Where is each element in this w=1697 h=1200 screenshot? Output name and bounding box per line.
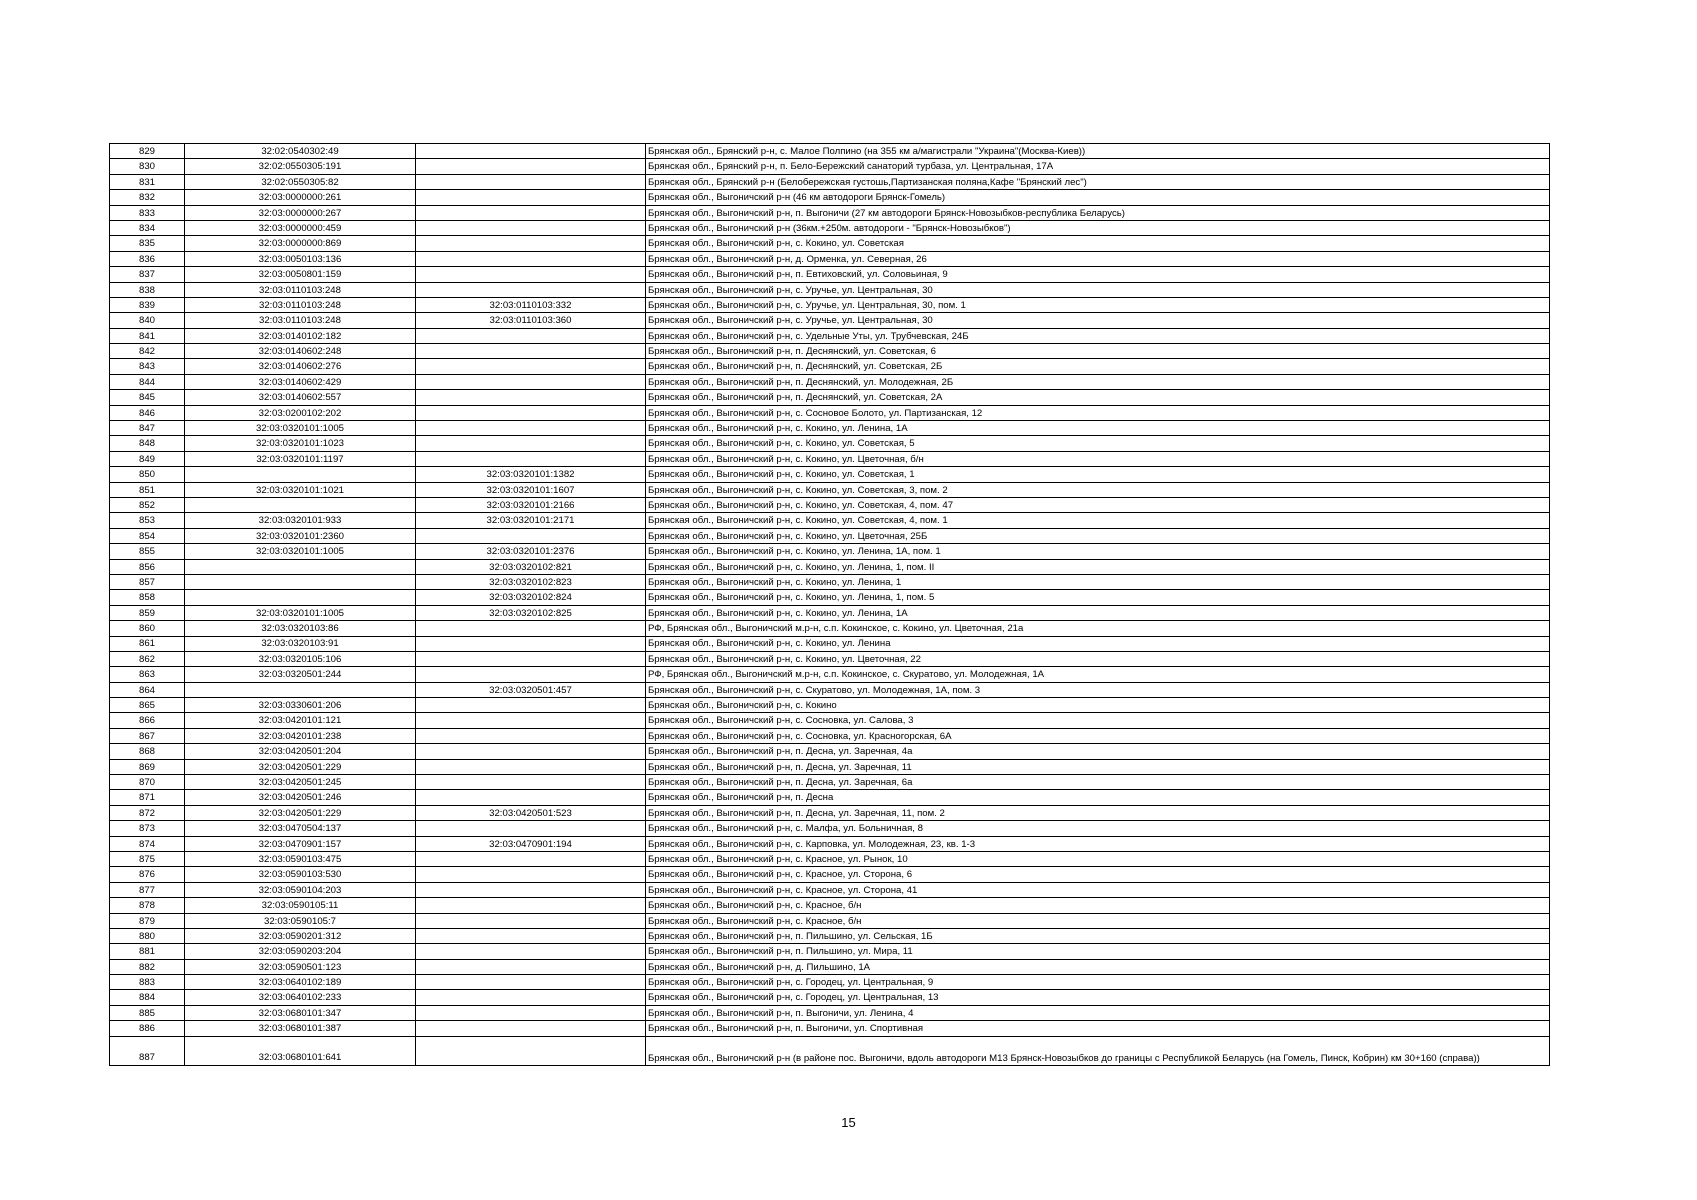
address-cell: РФ, Брянская обл., Выгоничский м.р-н, с.п. Кокинское, с. Скуратово, ул. Молодежная, 1А: [646, 667, 1550, 682]
row-number-cell: 832: [110, 190, 185, 205]
cadastral-number-cell: 32:03:0320103:86: [185, 621, 416, 636]
table-row: [110, 421, 1550, 436]
room-cadastral-number-cell: 32:03:0320501:457: [416, 682, 646, 697]
cadastral-number-cell: [185, 467, 416, 482]
row-number-cell: 834: [110, 220, 185, 235]
address-cell: Брянская обл., Выгоничский р-н, п. Пильшино, ул. Сельская, 1Б: [646, 928, 1550, 943]
address-cell: Брянская обл., Выгоничский р-н, с. Красное, ул. Сторона, 41: [646, 882, 1550, 897]
cadastral-number-cell: 32:03:0420501:229: [185, 805, 416, 820]
room-cadastral-number-cell: 32:03:0470901:194: [416, 836, 646, 851]
address-cell: РФ, Брянская обл., Выгоничский м.р-н, с.п. Кокинское, с. Кокино, ул. Цветочная, 21а: [646, 621, 1550, 636]
address-cell: Брянская обл., Выгоничский р-н, п. Выгоничи, ул. Спортивная: [646, 1021, 1550, 1036]
address-cell: Брянская обл., Выгоничский р-н, с. Кокино, ул. Ленина, 1: [646, 574, 1550, 589]
row-number-cell: 833: [110, 205, 185, 220]
table-row: [110, 928, 1550, 943]
address-cell: Брянская обл., Выгоничский р-н, п. Выгоничи, ул. Ленина, 4: [646, 1005, 1550, 1020]
cadastral-number-cell: 32:03:0320105:106: [185, 651, 416, 666]
cadastral-number-cell: 32:03:0590105:11: [185, 898, 416, 913]
room-cadastral-number-cell: [416, 390, 646, 405]
address-cell: Брянская обл., Брянский р-н, с. Малое Полпино (на 355 км а/магистрали "Украина"(Москва-Киев)): [646, 144, 1550, 159]
room-cadastral-number-cell: [416, 882, 646, 897]
address-cell: Брянская обл., Выгоничский р-н, д. Орменка, ул. Северная, 26: [646, 251, 1550, 266]
address-cell: Брянская обл., Выгоничский р-н, с. Кокино, ул. Ленина: [646, 636, 1550, 651]
row-number-cell: 875: [110, 851, 185, 866]
cadastral-number-cell: 32:02:0540302:49: [185, 144, 416, 159]
cadastral-number-cell: 32:03:0470901:157: [185, 836, 416, 851]
table-row: [110, 405, 1550, 420]
address-cell: Брянская обл., Выгоничский р-н, п. Десна, ул. Заречная, 6а: [646, 775, 1550, 790]
table-row: [110, 251, 1550, 266]
cadastral-number-cell: 32:03:0320101:933: [185, 513, 416, 528]
address-cell: Брянская обл., Брянский р-н (Белобережская густошь,Партизанская поляна,Кафе "Брянский лес"): [646, 174, 1550, 189]
room-cadastral-number-cell: [416, 528, 646, 543]
address-cell: Брянская обл., Выгоничский р-н, с. Городец, ул. Центральная, 9: [646, 975, 1550, 990]
address-cell: Брянская обл., Выгоничский р-н, п. Деснянский, ул. Советская, 6: [646, 344, 1550, 359]
room-cadastral-number-cell: [416, 205, 646, 220]
row-number-cell: 847: [110, 421, 185, 436]
room-cadastral-number-cell: [416, 651, 646, 666]
address-cell: Брянская обл., Выгоничский р-н, п. Десна, ул. Заречная, 11: [646, 759, 1550, 774]
table-row: [110, 959, 1550, 974]
table-row: [110, 698, 1550, 713]
table-row: [110, 467, 1550, 482]
cadastral-number-cell: 32:03:0000000:267: [185, 205, 416, 220]
room-cadastral-number-cell: 32:03:0320102:824: [416, 590, 646, 605]
address-cell: Брянская обл., Выгоничский р-н, п. Десна: [646, 790, 1550, 805]
cadastral-number-cell: 32:03:0640102:189: [185, 975, 416, 990]
address-cell: Брянская обл., Выгоничский р-н, с. Кокино, ул. Ленина, 1А: [646, 421, 1550, 436]
address-cell: Брянская обл., Выгоничский р-н, с. Кокино: [646, 698, 1550, 713]
row-number-cell: 843: [110, 359, 185, 374]
address-cell: Брянская обл., Выгоничский р-н, с. Кокино, ул. Цветочная, 22: [646, 651, 1550, 666]
address-cell: Брянская обл., Выгоничский р-н, с. Кокино, ул. Ленина, 1А, пом. 1: [646, 544, 1550, 559]
cadastral-number-cell: 32:03:0590103:530: [185, 867, 416, 882]
room-cadastral-number-cell: [416, 867, 646, 882]
row-number-cell: 839: [110, 297, 185, 312]
cadastral-number-cell: 32:03:0590201:312: [185, 928, 416, 943]
table-row: [110, 790, 1550, 805]
cadastral-number-cell: [185, 574, 416, 589]
cadastral-number-cell: 32:03:0320101:1197: [185, 451, 416, 466]
room-cadastral-number-cell: [416, 975, 646, 990]
address-cell: Брянская обл., Выгоничский р-н, п. Десна, ул. Заречная, 11, пом. 2: [646, 805, 1550, 820]
address-cell: Брянская обл., Выгоничский р-н, с. Кокино, ул. Ленина, 1, пом. 5: [646, 590, 1550, 605]
room-cadastral-number-cell: [416, 821, 646, 836]
row-number-cell: 862: [110, 651, 185, 666]
room-cadastral-number-cell: [416, 159, 646, 174]
row-number-cell: 830: [110, 159, 185, 174]
row-number-cell: 870: [110, 775, 185, 790]
row-number-cell: 864: [110, 682, 185, 697]
table-row: [110, 1005, 1550, 1020]
room-cadastral-number-cell: 32:03:0320102:825: [416, 605, 646, 620]
address-cell: Брянская обл., Выгоничский р-н, д. Пильшино, 1А: [646, 959, 1550, 974]
table-row: [110, 297, 1550, 312]
table-row: [110, 390, 1550, 405]
address-cell: Брянская обл., Выгоничский р-н (36км.+250м. автодороги - "Брянск-Новозыбков"): [646, 220, 1550, 235]
table-row: [110, 497, 1550, 512]
row-number-cell: 869: [110, 759, 185, 774]
address-cell: Брянская обл., Выгоничский р-н, с. Кокино, ул. Советская, 4, пом. 47: [646, 497, 1550, 512]
cadastral-number-cell: 32:03:0110103:248: [185, 297, 416, 312]
table-row: [110, 821, 1550, 836]
row-number-cell: 873: [110, 821, 185, 836]
row-number-cell: 879: [110, 913, 185, 928]
table-row: [110, 205, 1550, 220]
room-cadastral-number-cell: 32:03:0110103:360: [416, 313, 646, 328]
row-number-cell: 861: [110, 636, 185, 651]
room-cadastral-number-cell: [416, 267, 646, 282]
cadastral-number-cell: 32:03:0420501:229: [185, 759, 416, 774]
room-cadastral-number-cell: [416, 1005, 646, 1020]
table-row: [110, 1021, 1550, 1036]
row-number-cell: 865: [110, 698, 185, 713]
row-number-cell: 886: [110, 1021, 185, 1036]
row-number-cell: 854: [110, 528, 185, 543]
row-number-cell: 858: [110, 590, 185, 605]
row-number-cell: 878: [110, 898, 185, 913]
row-number-cell: 844: [110, 374, 185, 389]
table-row: [110, 544, 1550, 559]
row-number-cell: 856: [110, 559, 185, 574]
table-row: [110, 651, 1550, 666]
table-row: [110, 451, 1550, 466]
table-row: [110, 359, 1550, 374]
address-cell: Брянская обл., Выгоничский р-н, с. Кокино, ул. Цветочная, 25Б: [646, 528, 1550, 543]
cadastral-number-cell: 32:03:0140602:557: [185, 390, 416, 405]
room-cadastral-number-cell: [416, 282, 646, 297]
address-cell: Брянская обл., Выгоничский р-н, с. Кокино, ул. Цветочная, б/н: [646, 451, 1550, 466]
address-cell: Брянская обл., Выгоничский р-н, с. Кокино, ул. Советская: [646, 236, 1550, 251]
cadastral-number-cell: 32:03:0140602:276: [185, 359, 416, 374]
cadastral-number-cell: 32:03:0320101:1005: [185, 544, 416, 559]
cadastral-number-cell: 32:03:0420501:246: [185, 790, 416, 805]
row-number-cell: 837: [110, 267, 185, 282]
page-number: 15: [841, 1115, 856, 1130]
room-cadastral-number-cell: [416, 851, 646, 866]
row-number-cell: 852: [110, 497, 185, 512]
address-cell: Брянская обл., Выгоничский р-н, п. Выгоничи (27 км автодороги Брянск-Новозыбков-республика Беларусь): [646, 205, 1550, 220]
room-cadastral-number-cell: [416, 436, 646, 451]
row-number-cell: 853: [110, 513, 185, 528]
room-cadastral-number-cell: [416, 898, 646, 913]
row-number-cell: 863: [110, 667, 185, 682]
row-number-cell: 849: [110, 451, 185, 466]
cadastral-number-cell: 32:03:0320501:244: [185, 667, 416, 682]
address-cell: Брянская обл., Выгоничский р-н, п. Деснянский, ул. Советская, 2Б: [646, 359, 1550, 374]
room-cadastral-number-cell: [416, 1021, 646, 1036]
cadastral-number-cell: 32:03:0680101:347: [185, 1005, 416, 1020]
room-cadastral-number-cell: [416, 928, 646, 943]
room-cadastral-number-cell: [416, 959, 646, 974]
table-row: [110, 775, 1550, 790]
row-number-cell: 842: [110, 344, 185, 359]
room-cadastral-number-cell: [416, 667, 646, 682]
room-cadastral-number-cell: [416, 744, 646, 759]
table-row: [110, 374, 1550, 389]
cadastral-number-cell: 32:03:0420101:238: [185, 728, 416, 743]
cadastral-number-cell: 32:03:0140602:248: [185, 344, 416, 359]
cadastral-number-cell: 32:02:0550305:191: [185, 159, 416, 174]
document-table: [109, 143, 1550, 1066]
row-number-cell: 845: [110, 390, 185, 405]
address-cell: Брянская обл., Выгоничский р-н, с. Уручье, ул. Центральная, 30: [646, 282, 1550, 297]
room-cadastral-number-cell: [416, 174, 646, 189]
room-cadastral-number-cell: [416, 1036, 646, 1065]
table-row: [110, 867, 1550, 882]
table-row: [110, 174, 1550, 189]
room-cadastral-number-cell: [416, 790, 646, 805]
cadastral-number-cell: 32:03:0320101:2360: [185, 528, 416, 543]
table-row: [110, 882, 1550, 897]
row-number-cell: 885: [110, 1005, 185, 1020]
row-number-cell: 846: [110, 405, 185, 420]
room-cadastral-number-cell: [416, 344, 646, 359]
row-number-cell: 841: [110, 328, 185, 343]
cadastral-number-cell: 32:03:0680101:387: [185, 1021, 416, 1036]
room-cadastral-number-cell: [416, 359, 646, 374]
room-cadastral-number-cell: [416, 405, 646, 420]
address-cell: Брянская обл., Выгоничский р-н (в районе пос. Выгоничи, вдоль автодороги М13 Брянск-Новозыбков до границы с Республикой Беларусь (на Гомель, Пинск, Кобрин) км 30+160 (справа)): [646, 1036, 1550, 1065]
address-cell: Брянская обл., Выгоничский р-н, с. Красное, ул. Сторона, 6: [646, 867, 1550, 882]
room-cadastral-number-cell: [416, 728, 646, 743]
room-cadastral-number-cell: [416, 328, 646, 343]
table-row: [110, 344, 1550, 359]
row-number-cell: 848: [110, 436, 185, 451]
room-cadastral-number-cell: [416, 421, 646, 436]
cadastral-number-cell: 32:03:0330601:206: [185, 698, 416, 713]
cadastral-number-cell: 32:03:0320101:1023: [185, 436, 416, 451]
room-cadastral-number-cell: [416, 698, 646, 713]
table-row: [110, 1036, 1550, 1065]
table-row: [110, 682, 1550, 697]
table-row: [110, 944, 1550, 959]
cadastral-number-cell: 32:03:0000000:261: [185, 190, 416, 205]
room-cadastral-number-cell: 32:03:0320101:2166: [416, 497, 646, 512]
cadastral-number-cell: [185, 497, 416, 512]
row-number-cell: 836: [110, 251, 185, 266]
cadastral-number-cell: 32:03:0640102:233: [185, 990, 416, 1005]
cadastral-number-cell: 32:03:0110103:248: [185, 313, 416, 328]
table-row: [110, 267, 1550, 282]
row-number-cell: 835: [110, 236, 185, 251]
cadastral-number-cell: 32:03:0110103:248: [185, 282, 416, 297]
row-number-cell: 838: [110, 282, 185, 297]
room-cadastral-number-cell: [416, 990, 646, 1005]
row-number-cell: 882: [110, 959, 185, 974]
address-cell: Брянская обл., Выгоничский р-н, п. Пильшино, ул. Мира, 11: [646, 944, 1550, 959]
cadastral-number-cell: 32:03:0200102:202: [185, 405, 416, 420]
cadastral-number-cell: 32:03:0000000:869: [185, 236, 416, 251]
row-number-cell: 850: [110, 467, 185, 482]
address-cell: Брянская обл., Выгоничский р-н, с. Кокино, ул. Советская, 3, пом. 2: [646, 482, 1550, 497]
room-cadastral-number-cell: [416, 944, 646, 959]
row-number-cell: 876: [110, 867, 185, 882]
table-row: [110, 836, 1550, 851]
cadastral-number-cell: 32:03:0320103:91: [185, 636, 416, 651]
table-row: [110, 144, 1550, 159]
table-row: [110, 159, 1550, 174]
room-cadastral-number-cell: 32:03:0320102:821: [416, 559, 646, 574]
cadastral-number-cell: 32:03:0050801:159: [185, 267, 416, 282]
room-cadastral-number-cell: 32:03:0110103:332: [416, 297, 646, 312]
room-cadastral-number-cell: [416, 236, 646, 251]
table-row: [110, 559, 1550, 574]
row-number-cell: 867: [110, 728, 185, 743]
row-number-cell: 881: [110, 944, 185, 959]
cadastral-number-cell: 32:03:0590501:123: [185, 959, 416, 974]
table-row: [110, 528, 1550, 543]
cadastral-number-cell: 32:03:0420501:204: [185, 744, 416, 759]
cadastral-number-cell: 32:03:0590105:7: [185, 913, 416, 928]
address-cell: Брянская обл., Выгоничский р-н, с. Сосновка, ул. Красногорская, 6А: [646, 728, 1550, 743]
address-cell: Брянская обл., Выгоничский р-н, с. Красное, б/н: [646, 898, 1550, 913]
cadastral-number-cell: 32:03:0420501:245: [185, 775, 416, 790]
cadastral-number-cell: 32:03:0000000:459: [185, 220, 416, 235]
address-cell: Брянская обл., Выгоничский р-н, с. Уручье, ул. Центральная, 30, пом. 1: [646, 297, 1550, 312]
room-cadastral-number-cell: 32:03:0320101:2171: [416, 513, 646, 528]
cadastral-number-cell: [185, 682, 416, 697]
address-cell: Брянская обл., Брянский р-н, п. Бело-Бережский санаторий турбаза, ул. Центральная, 17А: [646, 159, 1550, 174]
table-row: [110, 713, 1550, 728]
cadastral-number-cell: 32:03:0320101:1005: [185, 421, 416, 436]
row-number-cell: 840: [110, 313, 185, 328]
address-cell: Брянская обл., Выгоничский р-н, с. Городец, ул. Центральная, 13: [646, 990, 1550, 1005]
room-cadastral-number-cell: [416, 190, 646, 205]
address-cell: Брянская обл., Выгоничский р-н, с. Удельные Уты, ул. Трубчевская, 24Б: [646, 328, 1550, 343]
table-row: [110, 190, 1550, 205]
row-number-cell: 860: [110, 621, 185, 636]
row-number-cell: 871: [110, 790, 185, 805]
table-row: [110, 851, 1550, 866]
address-cell: Брянская обл., Выгоничский р-н, с. Кокино, ул. Ленина, 1А: [646, 605, 1550, 620]
table-row: [110, 744, 1550, 759]
cadastral-number-cell: 32:03:0320101:1021: [185, 482, 416, 497]
row-number-cell: 868: [110, 744, 185, 759]
room-cadastral-number-cell: [416, 144, 646, 159]
row-number-cell: 872: [110, 805, 185, 820]
room-cadastral-number-cell: [416, 775, 646, 790]
cadastral-number-cell: 32:03:0140102:182: [185, 328, 416, 343]
row-number-cell: 855: [110, 544, 185, 559]
cadastral-number-cell: 32:03:0590103:475: [185, 851, 416, 866]
room-cadastral-number-cell: 32:03:0420501:523: [416, 805, 646, 820]
address-cell: Брянская обл., Выгоничский р-н, с. Кокино, ул. Советская, 4, пом. 1: [646, 513, 1550, 528]
address-cell: Брянская обл., Выгоничский р-н, с. Сосновое Болото, ул. Партизанская, 12: [646, 405, 1550, 420]
row-number-cell: 884: [110, 990, 185, 1005]
cadastral-number-cell: 32:03:0590203:204: [185, 944, 416, 959]
row-number-cell: 877: [110, 882, 185, 897]
table-row: [110, 990, 1550, 1005]
room-cadastral-number-cell: [416, 451, 646, 466]
address-cell: Брянская обл., Выгоничский р-н, с. Кокино, ул. Советская, 5: [646, 436, 1550, 451]
address-cell: Брянская обл., Выгоничский р-н, с. Сосновка, ул. Салова, 3: [646, 713, 1550, 728]
row-number-cell: 887: [110, 1036, 185, 1065]
table-row: [110, 898, 1550, 913]
address-cell: Брянская обл., Выгоничский р-н (46 км автодороги Брянск-Гомель): [646, 190, 1550, 205]
address-cell: Брянская обл., Выгоничский р-н, п. Десна, ул. Заречная, 4а: [646, 744, 1550, 759]
table-row: [110, 667, 1550, 682]
row-number-cell: 866: [110, 713, 185, 728]
room-cadastral-number-cell: [416, 713, 646, 728]
row-number-cell: 883: [110, 975, 185, 990]
address-cell: Брянская обл., Выгоничский р-н, п. Деснянский, ул. Советская, 2А: [646, 390, 1550, 405]
row-number-cell: 857: [110, 574, 185, 589]
address-cell: Брянская обл., Выгоничский р-н, с. Кокино, ул. Ленина, 1, пом. II: [646, 559, 1550, 574]
table-row: [110, 574, 1550, 589]
cadastral-number-cell: [185, 559, 416, 574]
room-cadastral-number-cell: 32:03:0320102:823: [416, 574, 646, 589]
address-cell: Брянская обл., Выгоничский р-н, п. Деснянский, ул. Молодежная, 2Б: [646, 374, 1550, 389]
table-row: [110, 436, 1550, 451]
row-number-cell: 874: [110, 836, 185, 851]
table-row: [110, 590, 1550, 605]
table-row: [110, 636, 1550, 651]
cadastral-number-cell: 32:03:0680101:641: [185, 1036, 416, 1065]
table-row: [110, 236, 1550, 251]
cadastral-number-cell: 32:03:0320101:1005: [185, 605, 416, 620]
room-cadastral-number-cell: 32:03:0320101:1382: [416, 467, 646, 482]
table-row: [110, 975, 1550, 990]
row-number-cell: 829: [110, 144, 185, 159]
table-row: [110, 220, 1550, 235]
cadastral-number-cell: 32:03:0420101:121: [185, 713, 416, 728]
cadastral-number-cell: [185, 590, 416, 605]
room-cadastral-number-cell: [416, 251, 646, 266]
address-cell: Брянская обл., Выгоничский р-н, с. Уручье, ул. Центральная, 30: [646, 313, 1550, 328]
table-row: [110, 728, 1550, 743]
address-cell: Брянская обл., Выгоничский р-н, п. Евтиховский, ул. Соловьиная, 9: [646, 267, 1550, 282]
table-body: [110, 144, 1550, 1066]
room-cadastral-number-cell: 32:03:0320101:1607: [416, 482, 646, 497]
row-number-cell: 851: [110, 482, 185, 497]
address-cell: Брянская обл., Выгоничский р-н, с. Скуратово, ул. Молодежная, 1А, пом. 3: [646, 682, 1550, 697]
address-cell: Брянская обл., Выгоничский р-н, с. Карповка, ул. Молодежная, 23, кв. 1-3: [646, 836, 1550, 851]
table-row: [110, 913, 1550, 928]
table-row: [110, 282, 1550, 297]
address-cell: Брянская обл., Выгоничский р-н, с. Малфа, ул. Больничная, 8: [646, 821, 1550, 836]
room-cadastral-number-cell: [416, 636, 646, 651]
address-cell: Брянская обл., Выгоничский р-н, с. Красное, б/н: [646, 913, 1550, 928]
address-cell: Брянская обл., Выгоничский р-н, с. Красное, ул. Рынок, 10: [646, 851, 1550, 866]
cadastral-number-cell: 32:03:0140602:429: [185, 374, 416, 389]
room-cadastral-number-cell: [416, 913, 646, 928]
cadastral-number-cell: 32:03:0470504:137: [185, 821, 416, 836]
cadastral-number-cell: 32:02:0550305:82: [185, 174, 416, 189]
row-number-cell: 859: [110, 605, 185, 620]
table-row: [110, 621, 1550, 636]
room-cadastral-number-cell: [416, 220, 646, 235]
table-row: [110, 605, 1550, 620]
table-row: [110, 313, 1550, 328]
room-cadastral-number-cell: [416, 759, 646, 774]
table-row: [110, 759, 1550, 774]
cadastral-number-cell: 32:03:0590104:203: [185, 882, 416, 897]
row-number-cell: 831: [110, 174, 185, 189]
address-cell: Брянская обл., Выгоничский р-н, с. Кокино, ул. Советская, 1: [646, 467, 1550, 482]
table-row: [110, 328, 1550, 343]
room-cadastral-number-cell: 32:03:0320101:2376: [416, 544, 646, 559]
row-number-cell: 880: [110, 928, 185, 943]
table-row: [110, 513, 1550, 528]
cadastral-number-cell: 32:03:0050103:136: [185, 251, 416, 266]
room-cadastral-number-cell: [416, 374, 646, 389]
table-row: [110, 482, 1550, 497]
table-row: [110, 805, 1550, 820]
room-cadastral-number-cell: [416, 621, 646, 636]
